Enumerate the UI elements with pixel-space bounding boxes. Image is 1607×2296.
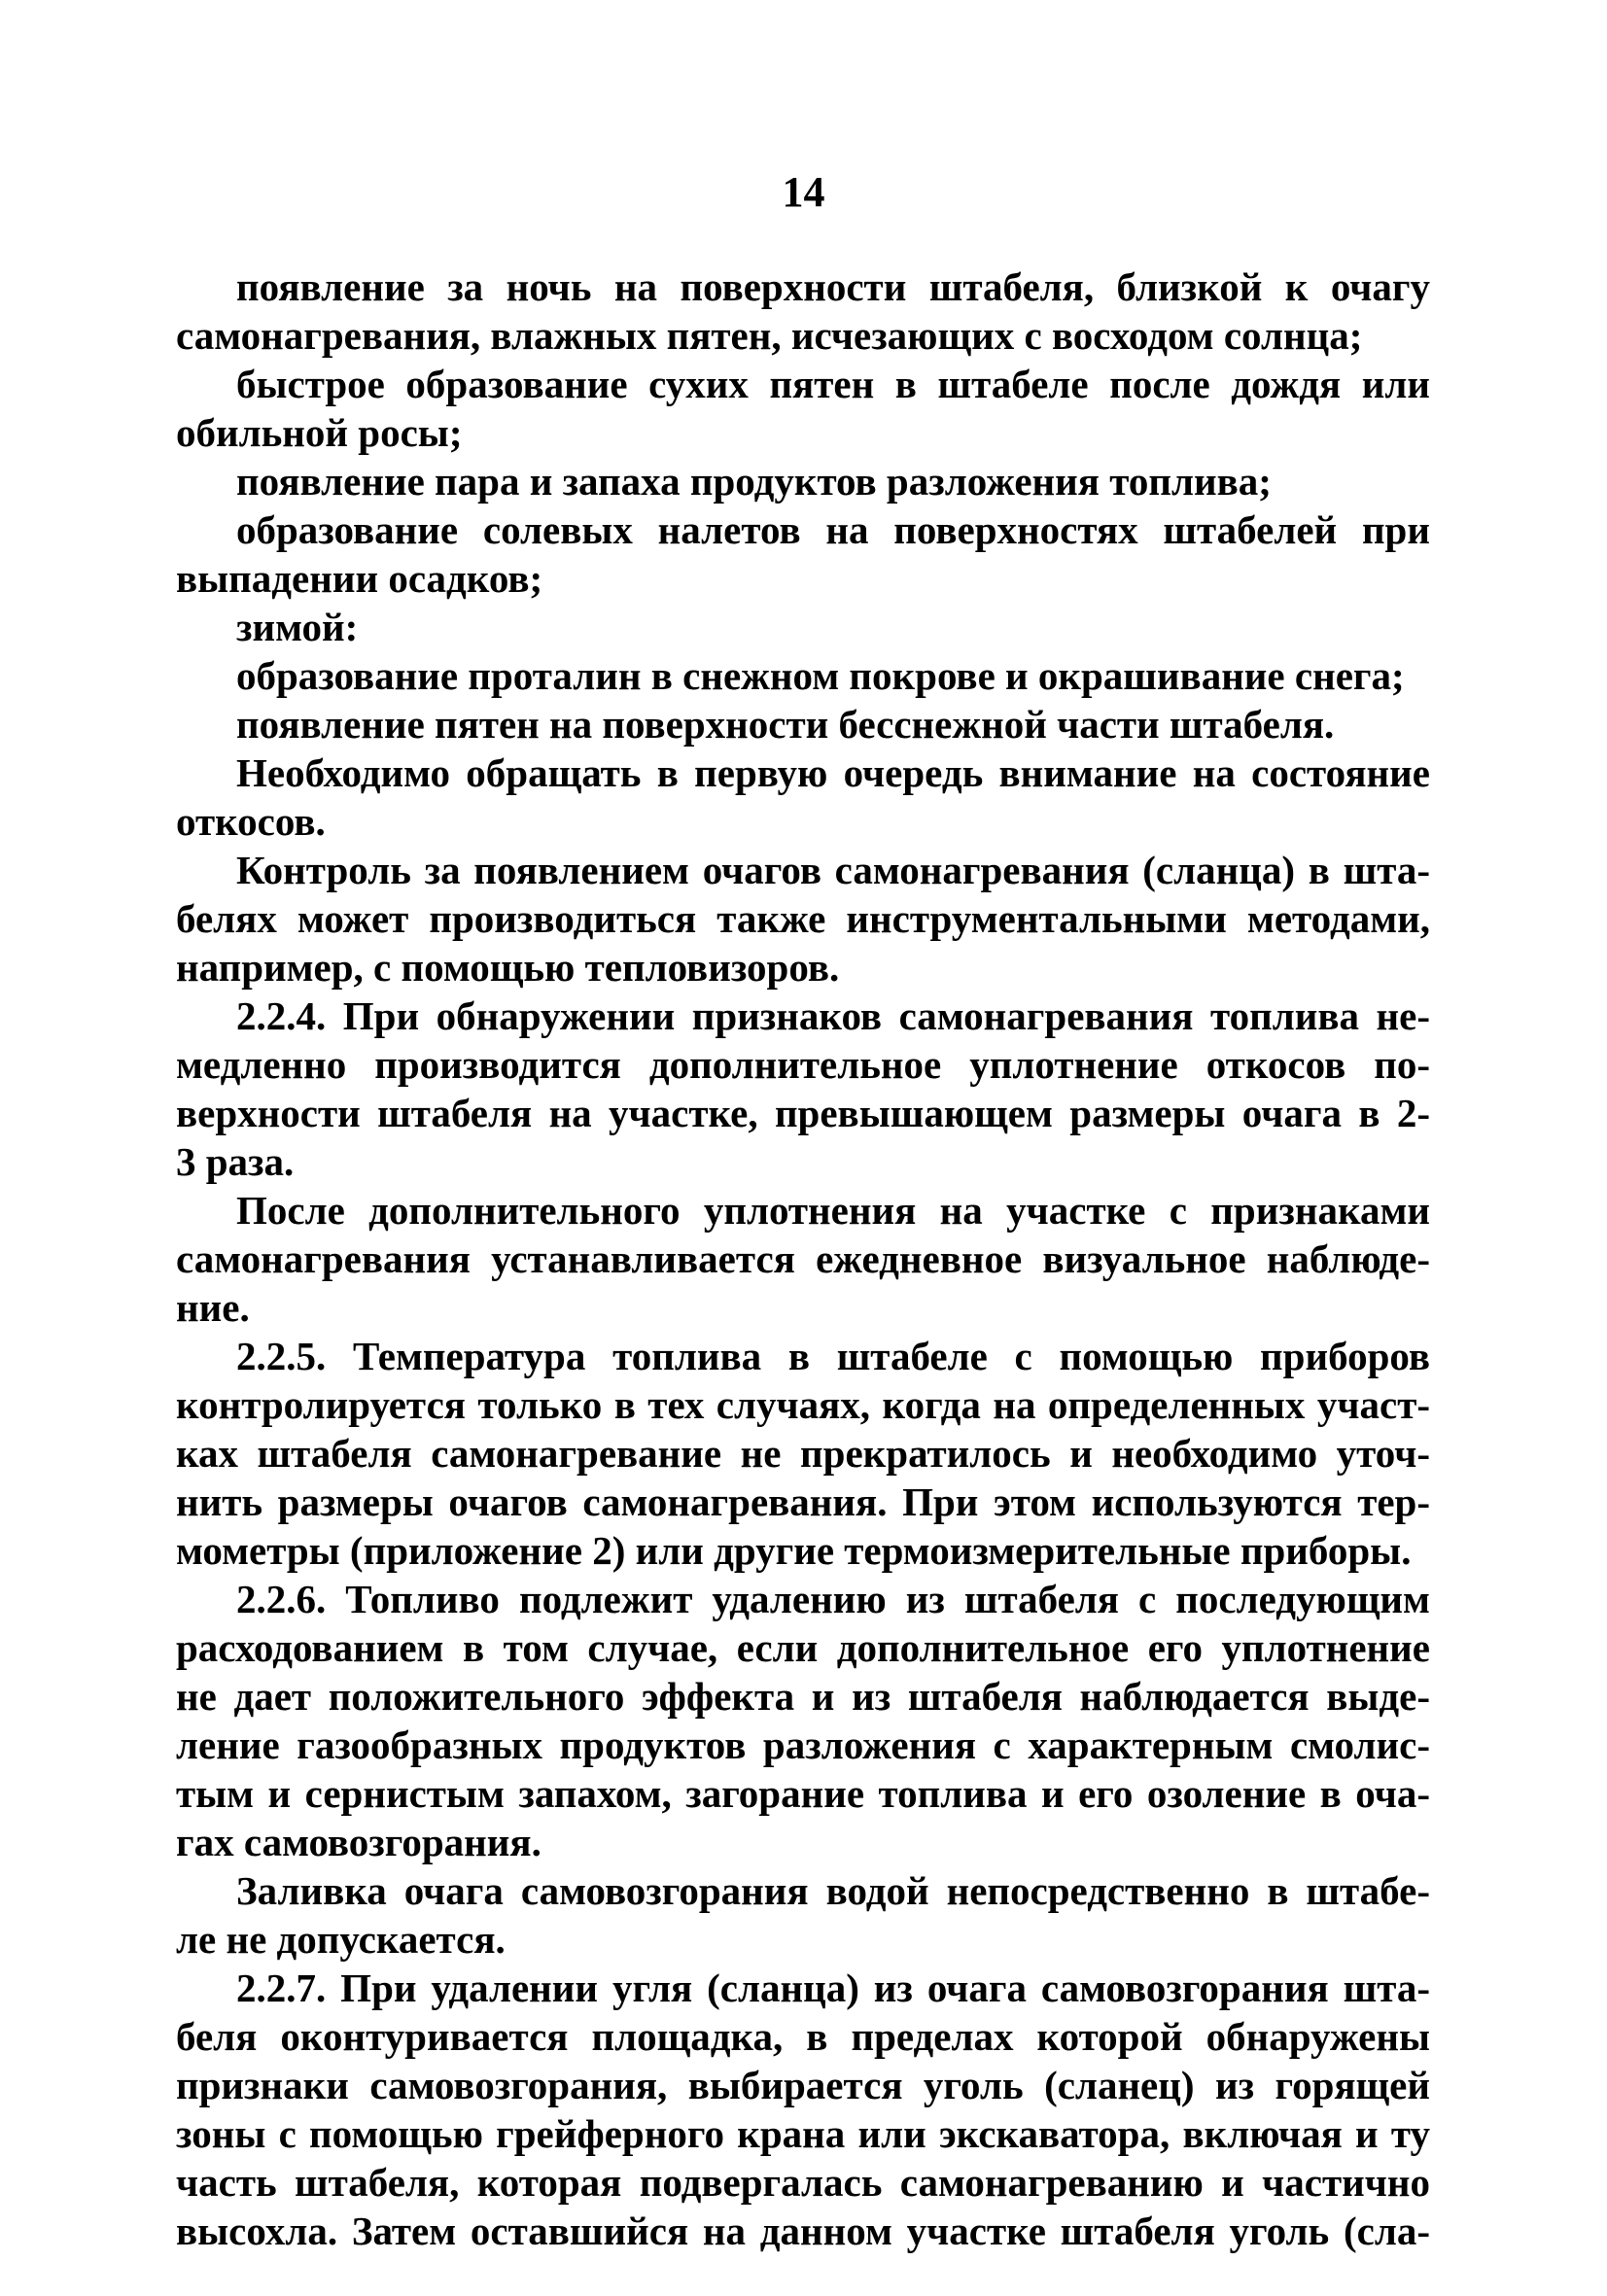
text-line: контролируется только в тех случаях, когда на определенных участ- [176,1382,1430,1427]
paragraph [176,1332,1430,1575]
text-line: беля оконтуривается площадка, в пределах которой обнаружены [176,2014,1430,2059]
paragraph [176,651,1430,700]
paragraph [176,846,1430,991]
paragraph [176,991,1430,1186]
text-line: откосов. [176,799,326,844]
paragraph [176,700,1430,748]
text-line: зоны с помощью грейферного крана или экскаватора, включая и ту [176,2111,1430,2156]
paragraph [176,505,1430,603]
text-line: появление пятен на поверхности бесснежной части штабеля. [236,702,1335,747]
text-line: гах самовозгорания. [176,1820,541,1864]
text-line: ление газообразных продуктов разложения с характерным смолис- [176,1722,1430,1767]
text-line: Необходимо обращать в первую очередь внимание на состояние [236,750,1430,795]
text-line: обильной росы; [176,410,463,455]
page-number: 14 [782,168,825,216]
text-line: появление пара и запаха продуктов разложения топлива; [236,459,1272,504]
text-line: 2.2.7. При удалении угля (сланца) из очага самовозгорания шта- [236,1966,1430,2010]
text-line: быстрое образование сухих пятен в штабеле после дождя или [236,362,1430,406]
text-line: 3 раза. [176,1139,295,1184]
paragraph [176,1964,1430,2255]
text-line: ках штабеля самонагревание не прекратилось и необходимо уточ- [176,1431,1430,1476]
text-line: Заливка очага самовозгорания водой непосредственно в штабе- [236,1868,1430,1913]
text-line: появление за ночь на поверхности штабеля, близкой к очагу [236,264,1430,309]
text-line: признаки самовозгорания, выбирается уголь (сланец) из горящей [176,2063,1430,2107]
text-line: например, с помощью тепловизоров. [176,945,840,990]
paragraph [176,1866,1430,1964]
text-line: Контроль за появлением очагов самонагревания (сланца) в шта- [236,848,1430,892]
text-line: 2.2.5. Температура топлива в штабеле с помощью приборов [236,1334,1430,1378]
text-line: 2.2.4. При обнаружении признаков самонагревания топлива не- [236,993,1430,1038]
text-line: белях может производиться также инструментальными методами, [176,896,1430,941]
paragraph [176,360,1430,457]
text-line: 2.2.6. Топливо подлежит удалению из штабеля с последующим [236,1577,1430,1621]
text-line: медленно производится дополнительное уплотнение откосов по- [176,1042,1430,1087]
text-line: высохла. Затем оставшийся на данном участке штабеля уголь (сла- [176,2209,1430,2253]
paragraph [176,603,1430,651]
body-text [176,262,1430,2255]
text-line: зимой: [236,605,359,649]
text-line: выпадении осадков; [176,556,543,601]
paragraph [176,457,1430,505]
text-line: часть штабеля, которая подвергалась самонагреванию и частично [176,2160,1430,2205]
text-line: самонагревания, влажных пятен, исчезающих с восходом солнца; [176,313,1363,358]
text-line: верхности штабеля на участке, превышающем размеры очага в 2- [176,1091,1430,1135]
text-line: ние. [176,1285,250,1330]
text-line: тым и сернистым запахом, загорание топлива и его озоление в оча- [176,1771,1430,1816]
text-line: мометры (приложение 2) или другие термоизмерительные приборы. [176,1528,1412,1573]
text-line: расходованием в том случае, если дополнительное его уплотнение [176,1625,1430,1670]
paragraph [176,1186,1430,1332]
text-line: образование солевых налетов на поверхностях штабелей при [236,507,1430,552]
paragraph [176,748,1430,846]
text-line: ле не допускается. [176,1917,506,1962]
text-line: После дополнительного уплотнения на участке с признаками [236,1188,1430,1233]
text-line: образование проталин в снежном покрове и окрашивание снега; [236,653,1405,698]
paragraph [176,1575,1430,1866]
text-line: самонагревания устанавливается ежедневное визуальное наблюде- [176,1236,1430,1281]
paragraph [176,262,1430,360]
text-line: не дает положительного эффекта и из штабеля наблюдается выде- [176,1674,1430,1719]
text-line: нить размеры очагов самонагревания. При этом используются тер- [176,1479,1430,1524]
